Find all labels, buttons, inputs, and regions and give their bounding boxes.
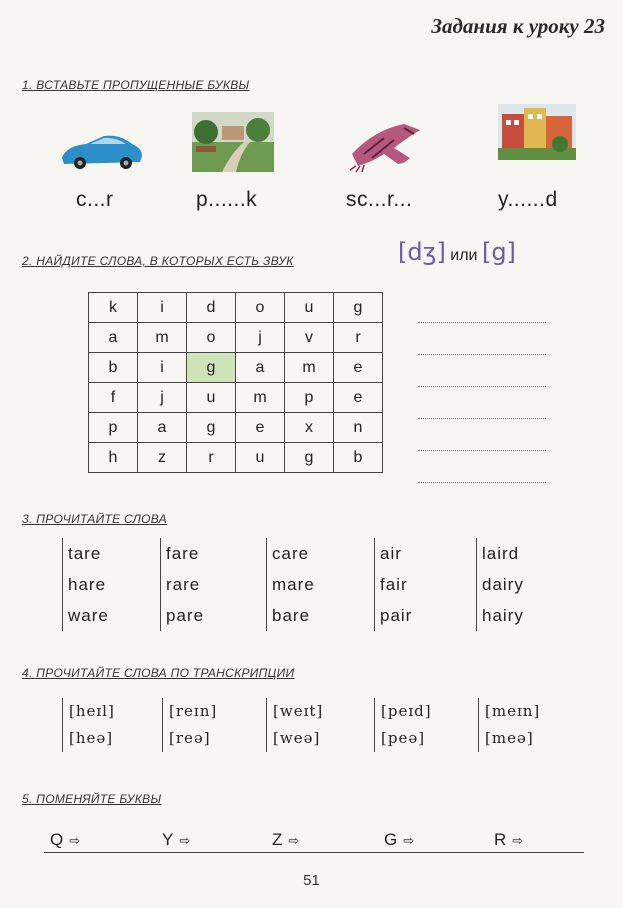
transcription: [weə] [273,729,321,747]
grid-cell[interactable]: i [138,353,187,383]
answer-line[interactable] [418,450,546,451]
sound-dz: [dʒ] [398,238,446,266]
grid-cell[interactable]: m [138,323,187,353]
grid-cell[interactable]: m [285,353,334,383]
grid-cell[interactable]: x [285,413,334,443]
grid-cell[interactable]: r [334,323,383,353]
swap-letter: Z [272,830,283,849]
read-word: mare [272,575,315,594]
grid-cell[interactable]: v [285,323,334,353]
answer-baseline [44,852,584,853]
transcription: [weɪt] [273,702,324,720]
read-word: air [380,544,402,563]
swap-letter: Y [162,830,174,849]
transcription-column [62,698,115,752]
sound-g: [g] [481,238,516,266]
grid-cell[interactable]: r [187,443,236,473]
read-word: fair [380,575,408,594]
grid-cell[interactable]: n [334,413,383,443]
grid-cell[interactable]: e [334,353,383,383]
word-column [476,538,524,631]
grid-row [89,383,383,413]
swap-item [162,830,190,850]
transcription: [meɪn] [485,702,541,720]
grid-cell-highlighted[interactable]: g [187,353,236,383]
grid-row [89,413,383,443]
swap-letter: Q [50,830,64,849]
grid-cell[interactable]: m [236,383,285,413]
swap-letter: R [494,830,507,849]
transcription: [peɪd] [381,702,432,720]
arrow-right-icon: ⇨ [288,833,300,848]
transcription-column [266,698,323,752]
grid-row [89,353,383,383]
arrow-right-icon: ⇨ [403,833,415,848]
page-number: 51 [303,872,320,889]
swap-item [494,830,523,850]
grid-cell[interactable]: f [89,383,138,413]
gap-word-4: y......d [498,188,558,211]
read-word: care [272,544,310,563]
swap-letter: G [384,830,398,849]
grid-cell[interactable]: a [89,323,138,353]
transcription-column [162,698,217,752]
transcription: [peə] [381,729,426,747]
answer-line[interactable] [418,418,546,419]
task4-heading: 4. ПРОЧИТАЙТЕ СЛОВА ПО ТРАНСКРИПЦИИ [22,666,295,680]
read-word: pair [380,606,413,625]
grid-cell[interactable]: o [187,323,236,353]
grid-cell[interactable]: a [138,413,187,443]
grid-cell[interactable]: i [138,293,187,323]
grid-cell[interactable]: z [138,443,187,473]
answer-line[interactable] [418,322,546,323]
yard-picture [498,104,576,160]
grid-cell[interactable]: u [236,443,285,473]
transcription: [heɪl] [69,702,115,720]
answer-line[interactable] [418,354,546,355]
arrow-right-icon: ⇨ [179,833,191,848]
transcription-column [374,698,432,752]
swap-item [50,830,80,850]
read-word: hare [68,575,107,594]
transcription: [heə] [69,729,114,747]
scarf-picture [344,114,434,174]
read-word: ware [68,606,109,625]
gap-word-2: p......k [196,188,258,211]
arrow-right-icon: ⇨ [69,833,81,848]
read-word: hairy [482,606,524,625]
swap-item [272,830,299,850]
read-word: laird [482,544,520,563]
grid-cell[interactable]: g [334,293,383,323]
grid-cell[interactable]: k [89,293,138,323]
sound-or-label: или [450,247,478,264]
grid-row [89,293,383,323]
grid-cell[interactable]: e [236,413,285,443]
grid-cell[interactable]: d [187,293,236,323]
grid-cell[interactable]: u [187,383,236,413]
grid-cell[interactable]: j [138,383,187,413]
grid-cell[interactable]: b [89,353,138,383]
grid-cell[interactable]: h [89,443,138,473]
arrow-right-icon: ⇨ [512,833,524,848]
grid-cell[interactable]: u [285,293,334,323]
task1-heading: 1. ВСТАВЬТЕ ПРОПУЩЕННЫЕ БУКВЫ [22,78,250,92]
task5-heading: 5. ПОМЕНЯЙТЕ БУКВЫ [22,792,162,806]
grid-cell[interactable]: e [334,383,383,413]
transcription: [reɪn] [169,702,218,720]
grid-cell[interactable]: b [334,443,383,473]
task3-heading: 3. ПРОЧИТАЙТЕ СЛОВА [22,512,167,526]
answer-line[interactable] [418,482,546,483]
word-column [160,538,204,631]
read-word: tare [68,544,102,563]
letter-grid [88,292,383,473]
grid-cell[interactable]: p [89,413,138,443]
swap-item [384,830,414,850]
read-word: rare [166,575,201,594]
grid-cell[interactable]: g [285,443,334,473]
gap-word-3: sc...r... [346,188,413,211]
car-picture [56,120,146,180]
grid-row [89,323,383,353]
read-word: fare [166,544,200,563]
grid-cell[interactable]: a [236,353,285,383]
transcription: [reə] [169,729,211,747]
answer-line[interactable] [418,386,546,387]
read-word: pare [166,606,205,625]
gap-word-1: c...r [76,188,114,211]
grid-cell[interactable]: o [236,293,285,323]
grid-row [89,443,383,473]
sound-indicator [398,238,516,266]
read-word: dairy [482,575,524,594]
transcription-column [478,698,540,752]
page-title: Задания к уроку 23 [431,14,605,38]
task2-heading: 2. НАЙДИТЕ СЛОВА, В КОТОРЫХ ЕСТЬ ЗВУК [22,254,294,268]
park-picture [192,112,274,172]
grid-cell[interactable]: p [285,383,334,413]
grid-cell[interactable]: j [236,323,285,353]
grid-cell[interactable]: g [187,413,236,443]
word-column [266,538,315,631]
transcription: [meə] [485,729,534,747]
word-column [374,538,412,631]
word-column [62,538,109,631]
read-word: bare [272,606,311,625]
